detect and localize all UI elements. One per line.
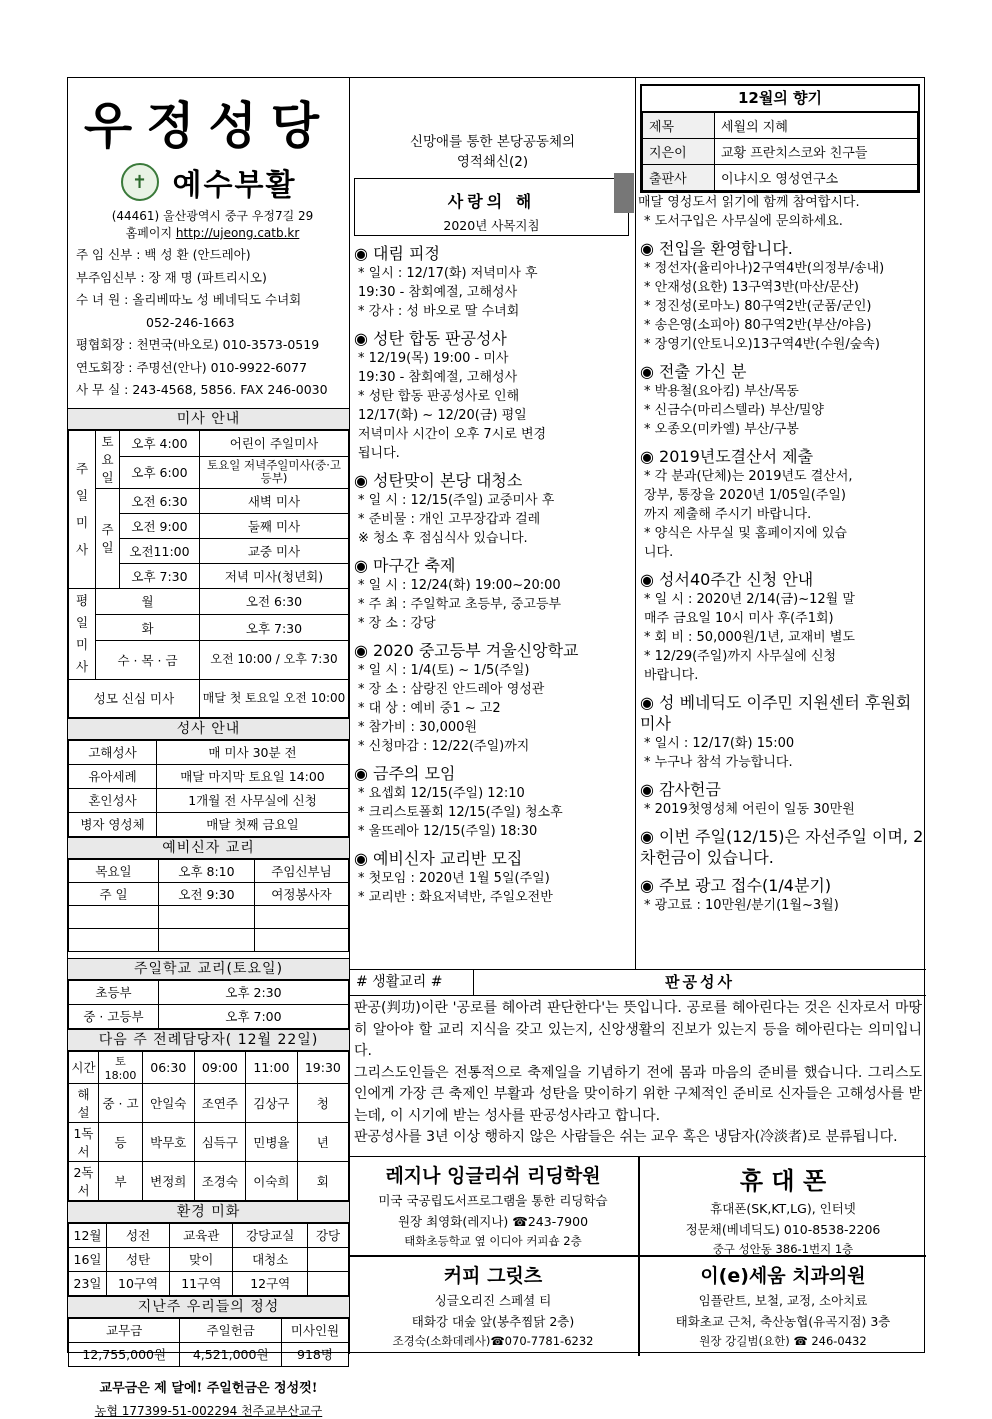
notice-item: * 안재성(요한) 13구역3반(마산/문산)	[644, 280, 859, 295]
table-cell: 오후 8:10	[159, 859, 255, 882]
table-cell: 맞이	[170, 1247, 233, 1271]
notice-item: 19:30 - 참회예절, 고해성사	[358, 285, 518, 300]
table-row	[69, 859, 349, 882]
bank-account: 농협 177399-51-002294 천주교부산교구	[94, 1403, 323, 1418]
weekday-time: 오후 7:30	[200, 614, 349, 640]
banner-title: 사랑의 해	[447, 192, 536, 211]
table-cell	[308, 1247, 349, 1271]
notice-item: 저녁미사 시간이 오후 7시로 변경	[358, 427, 547, 442]
notice-title: ◉ 이번 주일(12/15)은 자선주일 이며, 2차헌금이 있습니다.	[640, 827, 924, 867]
ad-line: 싱글오리진 스페셜 티	[434, 1293, 552, 1308]
table-row	[69, 1051, 349, 1083]
table-cell	[255, 905, 349, 928]
notice-title: ◉ 대림 피정	[354, 244, 440, 263]
notice-item: 12/17(화) ~ 12/20(금) 평일	[358, 408, 527, 423]
notice-item: * 크리스토폴회 12/15(주일) 청소후	[358, 805, 563, 820]
table-cell: 매 미사 30분 전	[157, 740, 349, 764]
staff-role: 수 녀 원	[76, 292, 121, 307]
notice-item: * 일 시 : 2020년 2/14(금)~12월 말	[644, 592, 855, 607]
table-cell: 1독서	[69, 1122, 99, 1161]
notice-item: * 주 최 : 주일학교 초등부, 중고등부	[358, 597, 562, 612]
table-row	[69, 1122, 349, 1161]
catechism-paragraph: 판공성사를 3년 이상 행하지 않은 사람들은 쉬는 교우 혹은 냉담자(冷淡者)로 분류됩니다.	[354, 1129, 898, 1145]
catechism-area	[350, 969, 926, 1354]
table-cell: 조경숙	[194, 1161, 246, 1200]
mass-table	[68, 430, 349, 718]
table-cell	[255, 928, 349, 951]
notice-item: * 요셉회 12/15(주일) 12:10	[358, 786, 525, 801]
table-cell: 이숙희	[246, 1161, 298, 1200]
table-cell: 혼인성사	[69, 788, 157, 812]
homepage-label: 홈페이지	[125, 226, 173, 240]
table-cell: 출판사	[643, 165, 715, 191]
table-cell: 매달 첫째 금요일	[157, 812, 349, 836]
table-cell: 10구역	[107, 1271, 170, 1295]
staff-row: 평협회장 : 천면국(바오로) 010-3573-0519	[76, 337, 320, 352]
cleanup-title: 환경 미화	[68, 1201, 349, 1223]
motto-line-2: 영적쇄신(2)	[456, 154, 529, 170]
table-cell: 매달 마지막 토요일 14:00	[157, 764, 349, 788]
notice-item: * 일시 : 12/17(화) 저녁미사 후	[358, 266, 538, 281]
table-row	[69, 1223, 349, 1247]
book-table	[642, 112, 918, 191]
notice-title: ◉ 마구간 축제	[354, 556, 456, 575]
advertisement	[350, 1257, 636, 1349]
table-row	[69, 1083, 349, 1122]
table-cell: 병자 영성체	[69, 812, 157, 836]
church-name: 우정성당	[83, 97, 334, 155]
table-cell: 회	[297, 1161, 348, 1200]
notice-section	[636, 692, 924, 772]
staff-row	[76, 312, 349, 335]
staff-role: 평협회장	[76, 337, 125, 352]
table-cell: 성전	[107, 1223, 170, 1247]
notice-section	[350, 848, 635, 907]
table-cell: 주 일	[69, 882, 159, 905]
table-cell: 성탄	[107, 1247, 170, 1271]
notice-item: * 첫모임 : 2020년 1월 5일(주일)	[358, 871, 550, 886]
table-row	[69, 1161, 349, 1200]
weekday-label: 평일미사	[69, 588, 96, 679]
sunday-label	[69, 430, 96, 588]
mass-desc: 어린이 주일미사	[200, 430, 349, 456]
table-cell: 민병율	[246, 1122, 298, 1161]
homepage-line	[76, 225, 349, 242]
notice-item: * 12/29(주일)까지 사무실에 신청	[644, 649, 837, 664]
notice-item: * 일시 : 12/17(화) 15:00	[644, 736, 795, 751]
table-row	[643, 165, 918, 191]
staff-name: 천면국(바오로) 010-3573-0519	[136, 337, 320, 352]
offering-value: 918명	[281, 1342, 348, 1366]
mass-time: 오전 6:30	[120, 488, 200, 513]
notice-section	[350, 763, 635, 841]
notice-section	[636, 826, 924, 868]
motto-line-1: 신망애를 통한 본당공동체의	[409, 134, 576, 150]
table-cell: 제목	[643, 113, 715, 139]
mass-time: 오전11:00	[120, 538, 200, 563]
sat-label: 토요일	[96, 430, 120, 488]
notice-item: * 양식은 사무실 및 홈페이지에 있습	[644, 526, 847, 541]
notice-section	[350, 640, 635, 756]
homepage-link[interactable]: http://ujeong.catb.kr	[175, 226, 300, 240]
right-column	[636, 78, 924, 969]
notice-item: * 준비물 : 개인 고무장갑과 걸레	[358, 512, 541, 527]
middle-sections	[350, 243, 635, 907]
notice-item: * 참가비 : 30,000원	[358, 720, 477, 735]
mass-desc: 교중 미사	[200, 538, 349, 563]
advertisement	[350, 1157, 636, 1249]
staff-row: 주 임 신부 : 백 성 환 (안드레아)	[76, 247, 251, 262]
banner-subtitle: 2020년 사목지침	[443, 218, 540, 233]
table-cell	[308, 1271, 349, 1295]
book-note: * 도서구입은 사무실에 문의하세요.	[644, 214, 843, 229]
notice-section	[636, 361, 924, 439]
table-cell: 이냐시오 영성연구소	[715, 165, 918, 191]
table-cell: 12월	[69, 1223, 107, 1247]
notice-section	[350, 470, 635, 548]
servers-table	[68, 1051, 349, 1201]
ads-area	[350, 1156, 926, 1355]
servers-title: 다음 주 전례담당자( 12월 22일)	[68, 1029, 349, 1051]
table-row	[643, 113, 918, 139]
ad-line: 임플란트, 보철, 교정, 소아치료	[698, 1293, 868, 1308]
sundayschool-table	[68, 980, 349, 1029]
table-cell: 16일	[69, 1247, 107, 1271]
ad-name: 레지나 잉글리쉬 리딩학원	[385, 1165, 601, 1187]
staff-role: 부주임신부	[76, 269, 137, 285]
catechism-paragraph: 판공(判功)이란 '공로를 헤아려 판단한다'는 뜻입니다. 공로를 헤아린다는 것은 신자로서 마땅히 알아야 할 교리 지식을 갖고 있는지, 신앙생활의 진보가 있는지 등을 헤아린다는 의미입니다.	[354, 1000, 922, 1059]
staff-role: 주 임 신부	[76, 247, 133, 262]
table-cell: 대청소	[233, 1247, 308, 1271]
mass-desc: 새벽 미사	[200, 488, 349, 513]
church-subtitle: 예수부활	[172, 168, 297, 203]
offering-table	[68, 1318, 349, 1367]
notice-title: ◉ 예비신자 교리반 모집	[354, 849, 523, 868]
table-cell: 11구역	[170, 1271, 233, 1295]
notice-item: 니다.	[644, 545, 674, 560]
table-cell: 김상구	[246, 1083, 298, 1122]
staff-list	[68, 244, 349, 402]
table-cell	[69, 928, 159, 951]
ad-line: 미국 국공립도서프로그램을 통한 리딩학습	[378, 1193, 608, 1208]
table-cell: 조연주	[194, 1083, 246, 1122]
notice-section	[350, 243, 635, 321]
staff-name: 백 성 환 (안드레아)	[144, 247, 251, 262]
table-cell: 지은이	[643, 139, 715, 165]
ad-line: 휴대폰(SK,KT,LG), 인터넷	[710, 1201, 856, 1216]
staff-row: 사 무 실 : 243-4568, 5856. FAX 246-0030	[76, 382, 328, 397]
offering-header: 주일헌금	[180, 1318, 281, 1342]
notice-title: ◉ 주보 광고 접수(1/4분기)	[640, 876, 832, 895]
staff-role: 사 무 실	[76, 382, 121, 397]
notice-item: * 각 분과(단체)는 2019년도 결산서,	[644, 469, 853, 484]
table-cell: 오전 9:30	[159, 882, 255, 905]
table-cell: 강당	[308, 1223, 349, 1247]
church-logo-icon: ✝	[121, 163, 159, 201]
sacrament-title: 성사 안내	[68, 718, 349, 740]
notice-title: ◉ 성탄맞이 본당 대청소	[354, 471, 523, 490]
notice-item: * 성탄 합동 판공성사로 인해	[358, 389, 520, 404]
table-cell: 년	[297, 1122, 348, 1161]
staff-role: 연도회장	[76, 359, 125, 375]
notice-item: 장부, 통장을 2020년 1/05일(주일)	[644, 488, 846, 503]
ad-line: 태화초교 근처, 축산농협(유곡지점) 3층	[675, 1314, 891, 1329]
staff-name: 052-246-1663	[146, 314, 235, 330]
offering-value: 4,521,000원	[180, 1342, 281, 1366]
table-cell: 주임신부님	[255, 859, 349, 882]
staff-name: 주명선(안나) 010-9922-6077	[136, 359, 308, 375]
notice-item: * 12/19(목) 19:00 - 미사	[358, 351, 509, 366]
book-title: 12월의 향기	[642, 86, 918, 112]
notice-item: 19:30 - 참회예절, 고해성사	[358, 370, 518, 385]
banner-shade	[614, 173, 634, 213]
notice-item: * 교리반 : 화요저녁반, 주일오전반	[358, 890, 553, 905]
offering-value: 12,755,000원	[69, 1342, 180, 1366]
table-cell: 고해성사	[69, 740, 157, 764]
notice-section	[636, 446, 924, 562]
mass-time: 오전 9:00	[120, 513, 200, 538]
banner	[354, 178, 629, 236]
notice-item: * 정진성(로마노) 80구역2반(군품/군인)	[644, 299, 872, 314]
table-row	[69, 882, 349, 905]
notice-title: ◉ 성탄 합동 판공성사	[354, 329, 507, 348]
notice-item: ※ 청소 후 점심식사 있습니다.	[358, 531, 528, 546]
sundayschool-title: 주일학교 교리(토요일)	[68, 958, 349, 980]
notice-item: * 장 소 : 강당	[358, 616, 436, 631]
notice-item: * 일 시 : 12/24(화) 19:00~20:00	[358, 578, 561, 593]
mass-desc: 토요일 저녁주일미사(중·고등부)	[200, 456, 349, 488]
ad-line: 조경숙(소화데레사)☎070-7781-6232	[392, 1334, 594, 1348]
table-cell: 오후 2:30	[159, 980, 349, 1004]
staff-name: 올리베따노 성 베네딕도 수녀회	[132, 292, 302, 307]
table-cell: 중 · 고등부	[69, 1004, 159, 1028]
staff-name: 243-4568, 5856. FAX 246-0030	[132, 382, 328, 397]
table-cell	[69, 905, 159, 928]
address: (44461) 울산광역시 중구 우정7길 29	[111, 209, 314, 223]
notice-section	[636, 779, 924, 819]
sun-label: 주일	[96, 488, 120, 588]
table-cell: 강당교실	[233, 1223, 308, 1247]
table-row	[69, 740, 349, 764]
notice-item: * 장영기(안토니오)13구역4반(수원/숲속)	[644, 337, 880, 352]
sacrament-table	[68, 740, 349, 837]
catechism-header	[350, 970, 926, 996]
table-header-cell: 시간	[69, 1051, 99, 1083]
notice-item: * 정선자(율리아나)2구역4반(의정부/송내)	[644, 261, 885, 276]
notice-item: * 박용철(요아킴) 부산/목동	[644, 384, 799, 399]
notice-item: * 신금수(마리스텔라) 부산/밀양	[644, 403, 824, 418]
notice-item: 됩니다.	[358, 446, 400, 461]
notice-title: ◉ 성서40주간 신청 안내	[640, 570, 814, 589]
notice-item: 매주 금요일 10시 미사 후(주1회)	[644, 611, 834, 626]
table-cell	[159, 928, 255, 951]
weekday-day: 수 · 목 · 금	[96, 641, 200, 679]
right-sections	[636, 238, 924, 915]
table-cell: 2독서	[69, 1161, 99, 1200]
ad-name: 휴 대 폰	[739, 1167, 827, 1195]
table-row	[69, 812, 349, 836]
ad-name: 커피 그릿츠	[443, 1265, 543, 1287]
ad-line: 중구 성안동 386-1번지 1층	[712, 1242, 854, 1256]
table-cell: 교황 프란치스코와 친구들	[715, 139, 918, 165]
table-cell: 목요일	[69, 859, 159, 882]
table-cell: 세월의 지혜	[715, 113, 918, 139]
notice-item: * 누구나 참석 가능합니다.	[644, 755, 793, 770]
table-cell: 부	[99, 1161, 143, 1200]
book-box	[640, 84, 920, 193]
ad-line: 태화강 대숲 앞(봉추찜닭 2층)	[411, 1314, 575, 1329]
staff-row: 연도회장 : 주명선(안나) 010-9922-6077	[76, 359, 308, 375]
notice-title: ◉ 금주의 모임	[354, 764, 456, 783]
table-cell: 박무호	[143, 1122, 195, 1161]
ad-name: 이(e)세움 치과의원	[700, 1265, 866, 1287]
table-row	[69, 905, 349, 928]
offering-title: 지난주 우리들의 정성	[68, 1296, 349, 1318]
notice-item: * 광고료 : 10만원/분기(1월~3월)	[644, 898, 839, 913]
ad-line: 원장 최영화(레지나) ☎243-7900	[397, 1214, 589, 1229]
notice-item: 바랍니다.	[644, 668, 699, 683]
notice-item: * 오종오(미카엘) 부산/구봉	[644, 422, 799, 437]
ad-line: 태화초등학교 옆 이디아 커피숍 2층	[404, 1234, 582, 1248]
mass-time: 오후 7:30	[120, 563, 200, 588]
table-cell: 오후 7:00	[159, 1004, 349, 1028]
table-header-cell: 11:00	[246, 1051, 298, 1083]
church-info	[68, 208, 349, 242]
bulletin-page	[67, 77, 925, 1418]
notice-item: * 대 상 : 예비 중1 ~ 고2	[358, 701, 501, 716]
weekday-time: 오전 10:00 / 오후 7:30	[200, 641, 349, 679]
weekday-time: 오전 6:30	[200, 588, 349, 614]
table-cell: 안일숙	[143, 1083, 195, 1122]
table-header-cell: 06:30	[143, 1051, 195, 1083]
left-column	[68, 78, 350, 1418]
mass-desc: 저녁 미사(청년회)	[200, 563, 349, 588]
ad-line: 원장 강길범(요한) ☎ 246-0432	[699, 1334, 867, 1348]
notice-section	[350, 328, 635, 463]
ad-line: 정문채(베네딕도) 010-8538-2206	[685, 1222, 881, 1237]
mass-time: 오후 4:00	[120, 430, 200, 456]
advertisement	[640, 1257, 926, 1349]
notice-item: * 강사 : 성 바오로 딸 수녀회	[358, 304, 520, 319]
notice-title: ◉ 전입을 환영합니다.	[640, 239, 793, 258]
table-cell: 해 설	[69, 1083, 99, 1122]
table-cell: 여정봉사자	[255, 882, 349, 905]
notice-item: * 신청마감 : 12/22(주일)까지	[358, 739, 530, 754]
catechism-tag: # 생활교리 #	[350, 970, 474, 995]
catechumen-title: 예비신자 교리	[68, 837, 349, 859]
table-cell	[159, 905, 255, 928]
marian-time: 매달 첫 토요일 오전 10:00	[200, 679, 349, 717]
table-row	[69, 928, 349, 951]
table-header-cell: 19:30	[297, 1051, 348, 1083]
offering-header: 교무금	[69, 1318, 180, 1342]
notice-item: 까지 제출해 주시기 바랍니다.	[644, 507, 812, 522]
notice-section	[636, 238, 924, 354]
table-row	[643, 139, 918, 165]
table-cell: 1개월 전 사무실에 신청	[157, 788, 349, 812]
logo-row	[68, 160, 349, 204]
notice-item: * 회 비 : 50,000원/1년, 교재비 별도	[644, 630, 855, 645]
mass-title: 미사 안내	[68, 408, 349, 430]
offering-header: 미사인원	[281, 1318, 348, 1342]
advertisement	[640, 1157, 926, 1257]
sunday-label-text: 주일미사	[75, 461, 89, 557]
staff-row: 부주임신부 : 장 재 명 (파트리시오)	[76, 269, 267, 285]
catechism-title: 판공성사	[665, 973, 735, 991]
marian-label: 성모 신심 미사	[69, 679, 200, 717]
notice-title: ◉ 2019년도결산서 제출	[640, 447, 814, 466]
notice-item: * 송은영(소피아) 80구역2반(부산/야음)	[644, 318, 872, 333]
catechism-body	[350, 996, 926, 1151]
notice-title: ◉ 전출 가신 분	[640, 362, 747, 381]
staff-row: 수 녀 원 : 올리베따노 성 베네딕도 수녀회	[76, 292, 302, 307]
notice-item: * 울뜨레아 12/15(주일) 18:30	[358, 824, 538, 839]
book-note: 매달 영성도서 읽기에 함께 참여합시다.	[638, 195, 860, 210]
table-header-cell: 토18:00	[99, 1051, 143, 1083]
catechism-paragraph: 그리스도인들은 전통적으로 축제일을 기념하기 전에 몸과 마음의 준비를 했습니다. 그리스도인에게 가장 큰 축제인 부활과 성탄을 맞이하기 위한 구체적인 준비로 신자들은 고해성사를 받는데, 이 시기에 받는 성사를 판공성사라고 합니다.	[354, 1064, 922, 1124]
cleanup-table	[68, 1223, 349, 1296]
notice-title: ◉ 2020 중고등부 겨울신앙학교	[354, 641, 579, 660]
notice-item: * 일 시 : 1/4(토) ~ 1/5(주일)	[358, 663, 530, 678]
mass-time: 오후 6:00	[120, 456, 200, 488]
weekday-day: 월	[96, 588, 200, 614]
table-cell: 12구역	[233, 1271, 308, 1295]
table-row	[69, 788, 349, 812]
offering-slogan: 교무금은 제 달에! 주일헌금은 정성껏!	[99, 1380, 318, 1396]
table-row	[69, 764, 349, 788]
table-cell: 23일	[69, 1271, 107, 1295]
table-row	[69, 1271, 349, 1295]
weekday-day: 화	[96, 614, 200, 640]
notice-section	[350, 555, 635, 633]
notice-item: * 장 소 : 삼랑진 안드레아 영성관	[358, 682, 545, 697]
notice-item: * 일 시 : 12/15(주일) 교중미사 후	[358, 493, 555, 508]
notice-title: ◉ 성 베네딕도 이주민 지원센터 후원회 미사	[640, 693, 912, 733]
table-cell: 초등부	[69, 980, 159, 1004]
table-row	[69, 1247, 349, 1271]
table-cell: 교육관	[170, 1223, 233, 1247]
table-row	[69, 980, 349, 1004]
table-cell: 변정희	[143, 1161, 195, 1200]
table-cell: 중 · 고	[99, 1083, 143, 1122]
notice-item: * 2019첫영성체 어린이 일동 30만원	[644, 802, 855, 817]
table-cell: 청	[297, 1083, 348, 1122]
table-cell: 등	[99, 1122, 143, 1161]
staff-name: 장 재 명 (파트리시오)	[148, 269, 267, 285]
catechumen-table	[68, 859, 349, 952]
table-cell: 유아세례	[69, 764, 157, 788]
notice-section	[636, 875, 924, 915]
table-header-cell: 09:00	[194, 1051, 246, 1083]
table-cell: 심득구	[194, 1122, 246, 1161]
notice-section	[636, 569, 924, 685]
mass-desc: 둘째 미사	[200, 513, 349, 538]
middle-column	[350, 78, 636, 969]
table-row	[69, 1004, 349, 1028]
notice-title: ◉ 감사헌금	[640, 780, 721, 799]
